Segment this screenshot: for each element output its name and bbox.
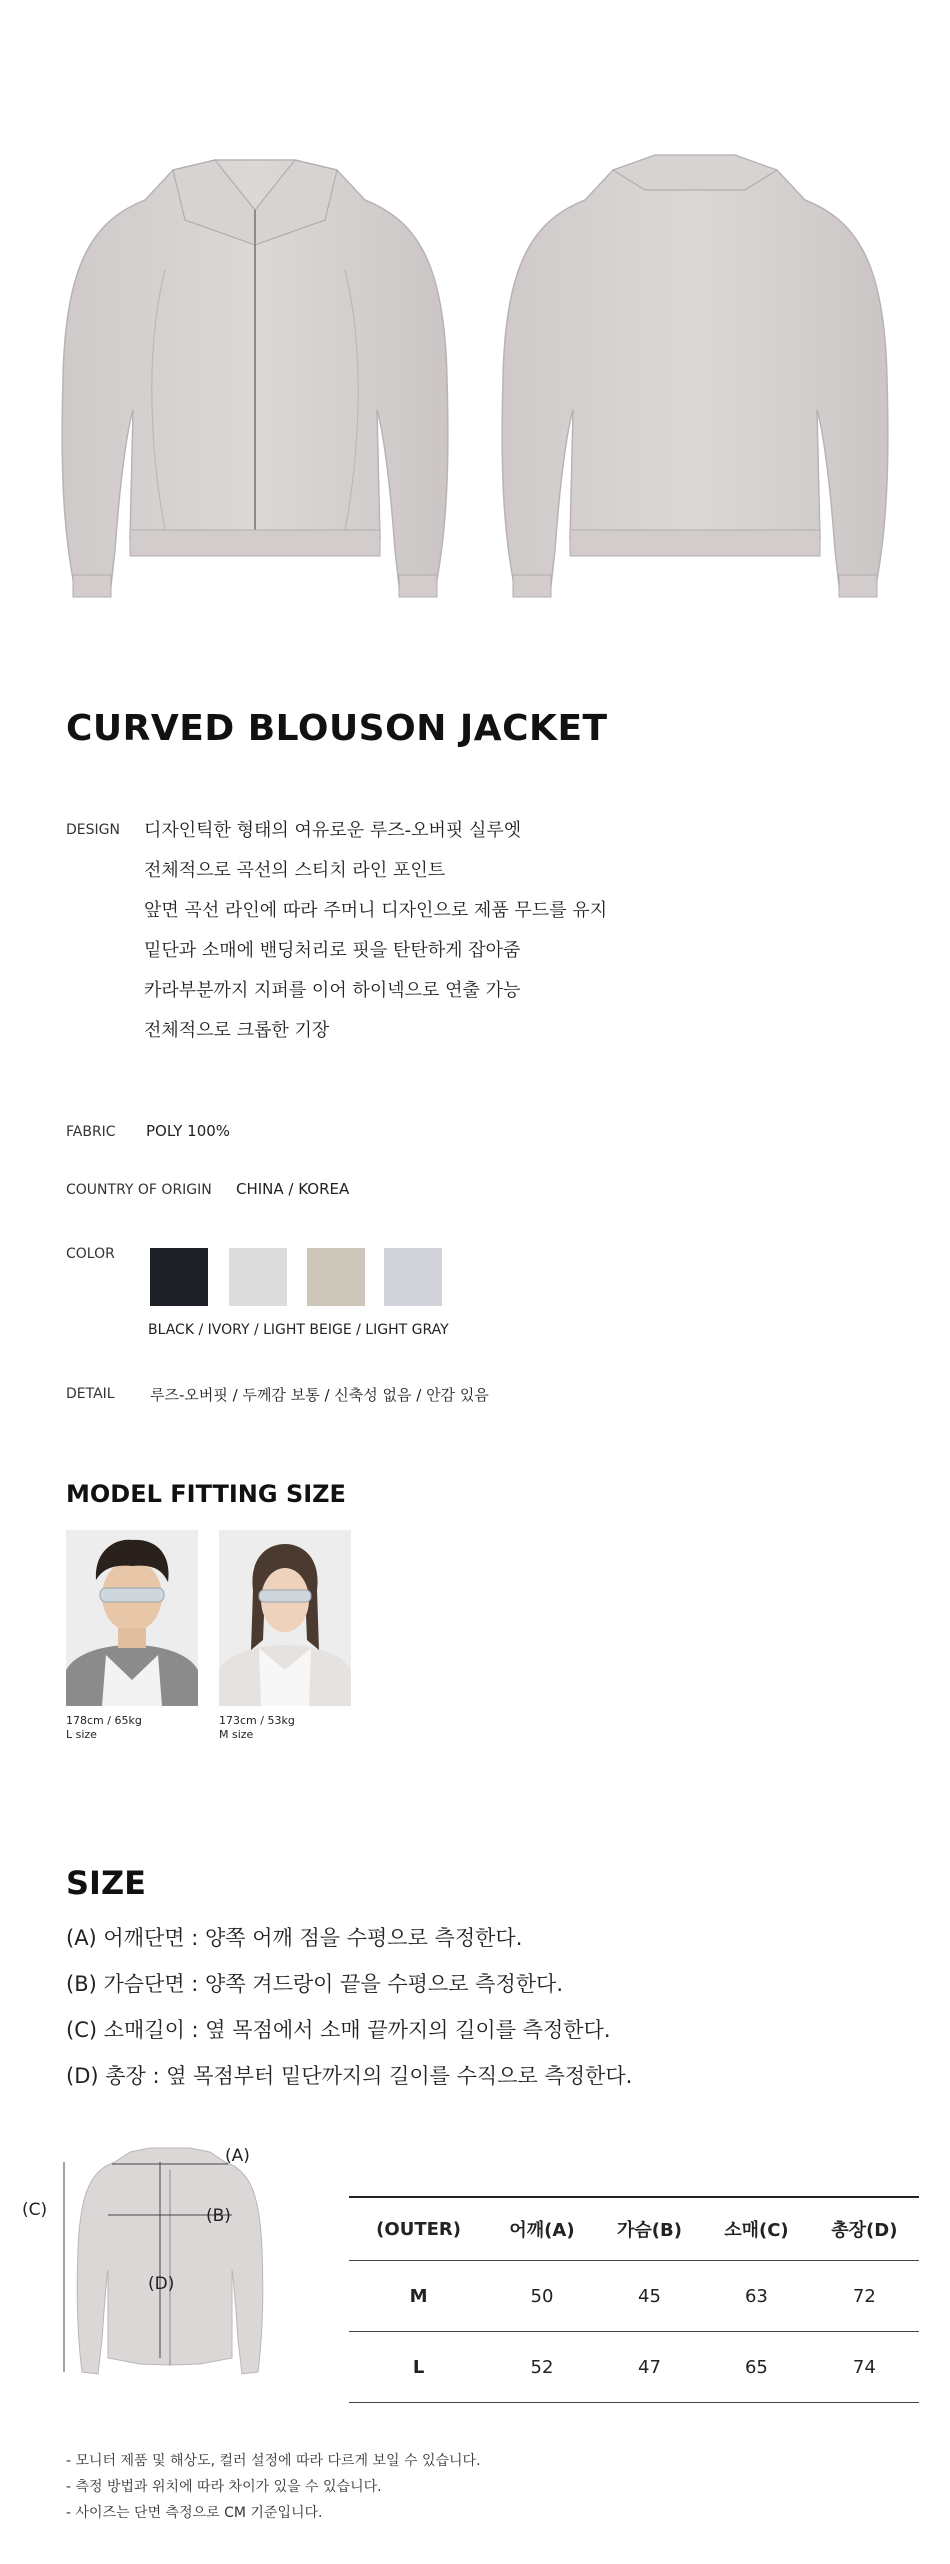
product-title: CURVED BLOUSON JACKET — [66, 708, 608, 749]
design-line: 전체적으로 크롭한 기장 — [144, 1020, 330, 1041]
col-header-chest: 가슴(B) — [596, 2197, 703, 2261]
model-photo-female — [219, 1530, 351, 1706]
color-swatch-light-beige — [307, 1248, 365, 1306]
row-size: M — [349, 2261, 488, 2332]
origin-label: COUNTRY OF ORIGIN — [66, 1182, 212, 1198]
diagram-label-b: (B) — [206, 2206, 231, 2226]
cell: 45 — [596, 2261, 703, 2332]
cell: 47 — [596, 2332, 703, 2403]
origin-value: CHINA / KOREA — [236, 1180, 350, 1198]
color-names: BLACK / IVORY / LIGHT BEIGE / LIGHT GRAY — [148, 1322, 449, 1338]
size-diagram — [20, 2140, 320, 2390]
size-table — [349, 2196, 919, 2403]
diagram-label-c: (C) — [22, 2200, 48, 2220]
fabric-value: POLY 100% — [146, 1122, 231, 1140]
model-female-size: M size — [219, 1728, 254, 1741]
design-line: 전체적으로 곡선의 스티치 라인 포인트 — [144, 860, 446, 881]
jacket-front-image — [55, 150, 455, 610]
model-female-stats: 173cm / 53kg — [219, 1714, 295, 1727]
size-table-header — [349, 2197, 919, 2261]
col-header-length: 총장(D) — [810, 2197, 919, 2261]
model-male-stats: 178cm / 65kg — [66, 1714, 142, 1727]
diagram-label-a: (A) — [225, 2146, 250, 2166]
cell: 63 — [703, 2261, 810, 2332]
row-size: L — [349, 2332, 488, 2403]
table-row — [349, 2332, 919, 2403]
design-line: 디자인틱한 형태의 여유로운 루즈-오버핏 실루엣 — [144, 820, 522, 841]
diagram-label-d: (D) — [148, 2274, 175, 2294]
color-swatch-black — [150, 1248, 208, 1306]
note-line: - 사이즈는 단면 측정으로 CM 기준입니다. — [66, 2505, 323, 2521]
size-definition: (C) 소매길이 : 옆 목점에서 소매 끝까지의 길이를 측정한다. — [66, 2018, 611, 2042]
design-label: DESIGN — [66, 822, 120, 838]
model-fitting-title: MODEL FITTING SIZE — [66, 1480, 346, 1508]
col-header-shoulder: 어깨(A) — [488, 2197, 596, 2261]
note-line: - 측정 방법과 위치에 따라 차이가 있을 수 있습니다. — [66, 2479, 382, 2495]
jacket-back-image — [495, 150, 895, 610]
cell: 72 — [810, 2261, 919, 2332]
cell: 52 — [488, 2332, 596, 2403]
table-row — [349, 2261, 919, 2332]
size-definition: (B) 가슴단면 : 양쪽 겨드랑이 끝을 수평으로 측정한다. — [66, 1972, 563, 1996]
model-photo-male — [66, 1530, 198, 1706]
color-swatch-ivory — [229, 1248, 287, 1306]
size-title: SIZE — [66, 1864, 147, 1902]
cell: 65 — [703, 2332, 810, 2403]
size-definition: (D) 총장 : 옆 목점부터 밑단까지의 길이를 수직으로 측정한다. — [66, 2064, 633, 2088]
design-line: 앞면 곡선 라인에 따라 주머니 디자인으로 제품 무드를 유지 — [144, 900, 608, 921]
col-header-sleeve: 소매(C) — [703, 2197, 810, 2261]
color-label: COLOR — [66, 1246, 115, 1262]
detail-label: DETAIL — [66, 1386, 115, 1402]
cell: 50 — [488, 2261, 596, 2332]
color-swatch-light-gray — [384, 1248, 442, 1306]
col-header-outer: (OUTER) — [349, 2197, 488, 2261]
design-line: 카라부분까지 지퍼를 이어 하이넥으로 연출 가능 — [144, 980, 521, 1001]
fabric-label: FABRIC — [66, 1124, 116, 1140]
design-line: 밑단과 소매에 밴딩처리로 핏을 탄탄하게 잡아줌 — [144, 940, 521, 961]
cell: 74 — [810, 2332, 919, 2403]
size-definition: (A) 어깨단면 : 양쪽 어깨 점을 수평으로 측정한다. — [66, 1926, 523, 1950]
detail-value: 루즈-오버핏 / 두께감 보통 / 신축성 없음 / 안감 있음 — [150, 1386, 489, 1404]
model-male-size: L size — [66, 1728, 97, 1741]
note-line: - 모니터 제품 및 해상도, 컬러 설정에 따라 다르게 보일 수 있습니다. — [66, 2453, 481, 2469]
